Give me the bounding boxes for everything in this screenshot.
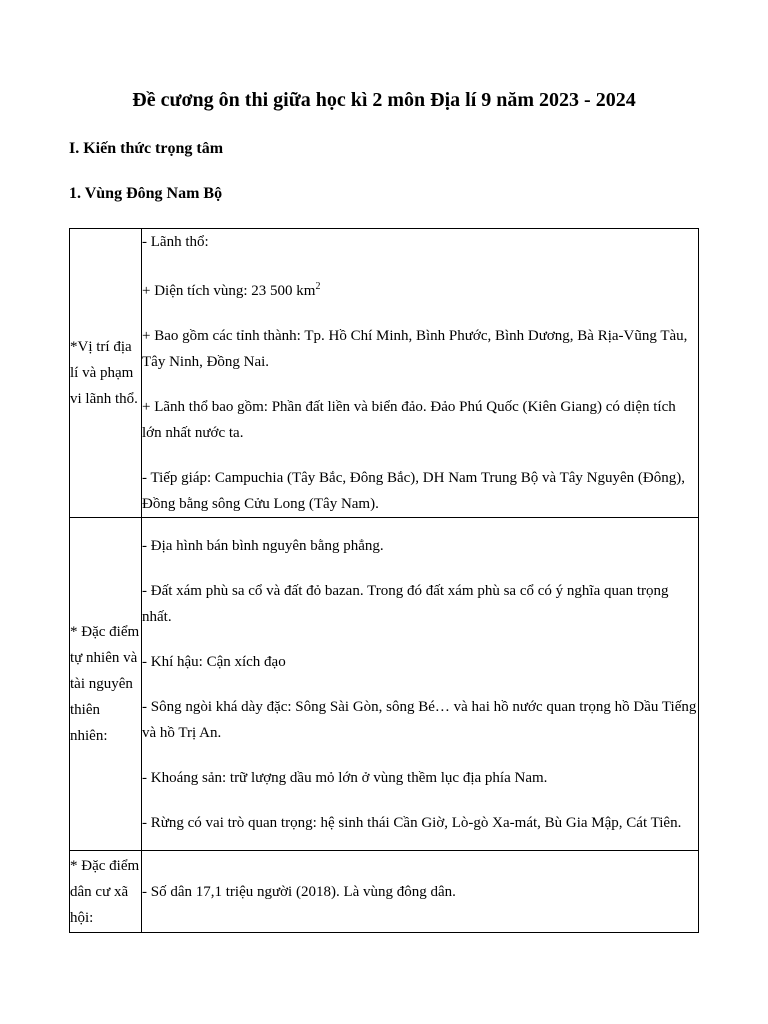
content-line: + Diện tích vùng: 23 500 $km^2$ [142, 281, 321, 299]
content-line: - Số dân 17,1 triệu người (2018). Là vùng đông dân. [142, 883, 456, 900]
content-table [69, 228, 699, 933]
table-row [70, 518, 699, 851]
subsection-heading: 1. Vùng Đông Nam Bộ [69, 185, 223, 202]
content-line: - Sông ngòi khá dày đặc: Sông Sài Gòn, sông Bé… và hai hồ nước quan trọng hồ Dầu Tiếng và hồ Trị An. [142, 698, 697, 741]
row-content [142, 851, 699, 933]
row-label: * Đặc điểm tự nhiên và tài nguyên thiên nhiên: [70, 518, 142, 851]
section-heading: I. Kiến thức trọng tâm [69, 140, 224, 157]
row-content [142, 229, 699, 518]
content-line: - Khí hậu: Cận xích đạo [142, 653, 286, 670]
content-line: - Tiếp giáp: Campuchia (Tây Bắc, Đông Bắc), DH Nam Trung Bộ và Tây Nguyên (Đông), Đồng bằng sông Cửu Long (Tây Nam). [142, 470, 685, 512]
row-content [142, 518, 699, 851]
content-line: - Rừng có vai trò quan trọng: hệ sinh thái Cần Giờ, Lò-gò Xa-mát, Bù Gia Mập, Cát Tiên. [142, 814, 682, 831]
table-row [70, 229, 699, 518]
content-line: - Lãnh thổ: [142, 234, 209, 250]
content-line: - Địa hình bán bình nguyên bằng phẳng. [142, 537, 384, 554]
row-label: * Đặc điểm dân cư xã hội: [70, 851, 142, 933]
content-line: + Lãnh thổ bao gồm: Phần đất liền và biển đảo. Đảo Phú Quốc (Kiên Giang) có diện tích lớn nhất nước ta. [142, 399, 676, 441]
content-line: + Bao gồm các tỉnh thành: Tp. Hồ Chí Minh, Bình Phước, Bình Dương, Bà Rịa-Vũng Tàu, Tây Ninh, Đồng Nai. [142, 328, 688, 370]
content-line: - Đất xám phù sa cổ và đất đỏ bazan. Trong đó đất xám phù sa cổ có ý nghĩa quan trọng nhất. [142, 582, 669, 625]
content-line: - Khoáng sản: trữ lượng dầu mỏ lớn ở vùng thềm lục địa phía Nam. [142, 769, 548, 786]
document-title: Đề cương ôn thi giữa học kì 2 môn Địa lí 9 năm 2023 - 2024 [132, 89, 636, 111]
superscript: 2 [315, 281, 321, 292]
row-label: *Vị trí địa lí và phạm vi lãnh thổ. [70, 229, 142, 518]
table-row [70, 851, 699, 933]
